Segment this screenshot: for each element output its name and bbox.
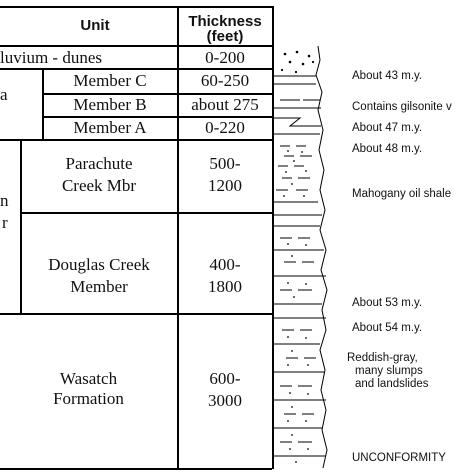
- member-b-unit-label: Member B: [73, 95, 147, 114]
- note-reddish-gray-line2: many slumps: [355, 365, 423, 377]
- parachute-unit-label-line1: Parachute: [65, 154, 133, 173]
- unit-column-header: Unit: [80, 17, 110, 34]
- note-about-48-my: About 48 m.y.: [352, 143, 423, 155]
- note-reddish-gray-line3: and landslides: [355, 378, 429, 390]
- wasatch-thickness-line1: 600-: [209, 369, 241, 388]
- note-about-54-my: About 54 m.y.: [352, 322, 423, 334]
- thickness-column-header-line2: (feet): [206, 28, 244, 45]
- douglas-unit-label-line1: Douglas Creek: [48, 255, 150, 274]
- parachute-thickness-line2: 1200: [208, 176, 242, 195]
- member-a-thickness: 0-220: [205, 118, 245, 137]
- note-about-43-my: About 43 m.y.: [352, 70, 423, 82]
- note-contains-gilsonite: Contains gilsonite v: [352, 101, 452, 113]
- note-about-53-my: About 53 m.y.: [352, 297, 423, 309]
- alluvium-unit-label: luvium - dunes: [0, 48, 102, 67]
- parachute-thickness-line1: 500-: [209, 154, 241, 173]
- douglas-thickness-line1: 400-: [209, 255, 241, 274]
- clipped-formation-label-n: n: [0, 191, 9, 210]
- wasatch-unit-label-line1: Wasatch: [59, 369, 118, 388]
- wasatch-thickness-line2: 3000: [208, 391, 242, 410]
- member-a-unit-label: Member A: [73, 118, 147, 137]
- oil-shale-dash-pattern: [273, 146, 326, 456]
- note-reddish-gray-line1: Reddish-gray,: [347, 352, 418, 364]
- note-about-47-my: About 47 m.y.: [352, 122, 423, 134]
- clipped-formation-label-r: r: [2, 213, 8, 232]
- note-mahogany-oil-shale: Mahogany oil shale: [352, 188, 452, 200]
- lithology-right-boundary: [316, 46, 327, 468]
- wasatch-unit-label-line2: Formation: [53, 389, 124, 408]
- douglas-thickness-line2: 1800: [208, 277, 242, 296]
- clipped-formation-label-a: a: [0, 85, 8, 104]
- note-unconformity: UNCONFORMITY: [352, 452, 446, 464]
- member-c-thickness: 60-250: [200, 71, 250, 90]
- alluvium-thickness: 0-200: [205, 48, 245, 67]
- member-c-unit-label: Member C: [73, 71, 147, 90]
- alluvium-dot-pattern: [281, 51, 314, 73]
- parachute-unit-label-line2: Creek Mbr: [61, 176, 137, 195]
- member-b-thickness: about 275: [191, 95, 259, 114]
- douglas-unit-label-line2: Member: [70, 277, 128, 296]
- thickness-column-header-line1: Thickness: [188, 13, 262, 30]
- sandstone-dot-pattern: [283, 150, 309, 463]
